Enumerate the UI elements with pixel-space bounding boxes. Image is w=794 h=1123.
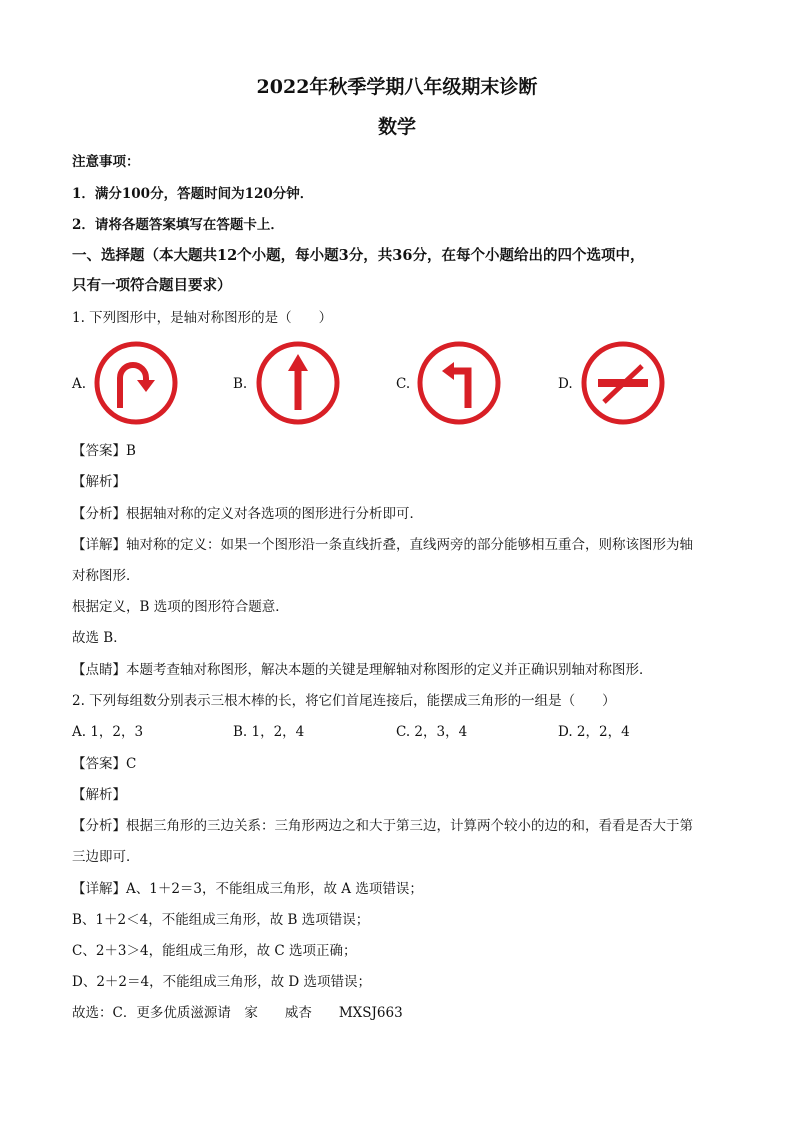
q2-analysis-tag: 【解析】: [72, 787, 126, 803]
q1-option-a-label: A.: [72, 376, 87, 392]
q2-detail-a: 【详解】A、1＋2＝3，不能组成三角形，故 A 选项错误；: [72, 881, 423, 897]
q2-option-d: D. 2，2，4: [558, 724, 630, 740]
subject-title: 数学: [377, 116, 416, 138]
q2-detail-c: C、2＋3＞4，能组成三角形，故 C 选项正确；: [72, 943, 357, 959]
u-turn-sign-icon: [93, 340, 179, 426]
no-straight-sign-icon: [580, 340, 666, 426]
q1-dianjing: 【点睛】本题考查轴对称图形，解决本题的关键是理解轴对称图形的定义并正确识别轴对称图形．: [72, 662, 653, 678]
q2-answer: 【答案】C: [72, 756, 137, 772]
note-item: 1．满分100分，答题时间为120分钟．: [72, 186, 314, 202]
q1-option-c-label: C.: [396, 376, 411, 392]
q2-fenxi-cont: 三边即可．: [72, 849, 140, 865]
notes-heading: 注意事项：: [72, 154, 140, 170]
section-heading: 一、选择题（本大题共12个小题，每小题3分，共36分，在每个小题给出的四个选项中，: [72, 247, 645, 264]
exam-title: 2022年秋季学期八年级期末诊断: [256, 76, 538, 98]
left-turn-sign-icon: [416, 340, 502, 426]
q2-detail-d: D、2＋2＝4，不能组成三角形，故 D 选项错误；: [72, 974, 371, 990]
q1-option-d-label: D.: [558, 376, 573, 392]
q1-detail-cont: 对称图形．: [72, 568, 140, 584]
q2-option-b: B. 1，2，4: [233, 724, 305, 740]
q1-detail: 【详解】轴对称的定义：如果一个图形沿一条直线折叠，直线两旁的部分能够相互重合，则称该图形为轴: [72, 537, 693, 553]
q2-detail-b: B、1＋2＜4，不能组成三角形，故 B 选项错误；: [72, 912, 370, 928]
section-heading-cont: 只有一项符合题目要求）: [72, 277, 232, 294]
q1-detail-basis: 根据定义，B 选项的图形符合题意．: [72, 599, 289, 615]
q2-conclusion: 故选：C．更多优质滋源请 家 威杏 MXSJ663: [72, 1005, 403, 1021]
note-item: 2．请将各题答案填写在答题卡上．: [72, 217, 284, 233]
q2-fenxi: 【分析】根据三角形的三边关系：三角形两边之和大于第三边，计算两个较小的边的和，看看是否大于第: [72, 818, 693, 834]
q1-detail-choice: 故选 B．: [72, 630, 127, 646]
straight-arrow-sign-icon: [255, 340, 341, 426]
q1-stem: 1. 下列图形中，是轴对称图形的是（ ）: [72, 310, 333, 326]
q1-answer: 【答案】B: [72, 443, 136, 459]
q2-stem: 2. 下列每组数分别表示三根木棒的长，将它们首尾连接后，能摆成三角形的一组是（ ）: [72, 693, 616, 709]
q2-option-a: A. 1，2，3: [72, 724, 144, 740]
q1-option-b-label: B.: [233, 376, 248, 392]
q1-analysis-tag: 【解析】: [72, 474, 126, 490]
q2-option-c: C. 2，3，4: [396, 724, 468, 740]
q1-fenxi: 【分析】根据轴对称的定义对各选项的图形进行分析即可．: [72, 506, 423, 522]
